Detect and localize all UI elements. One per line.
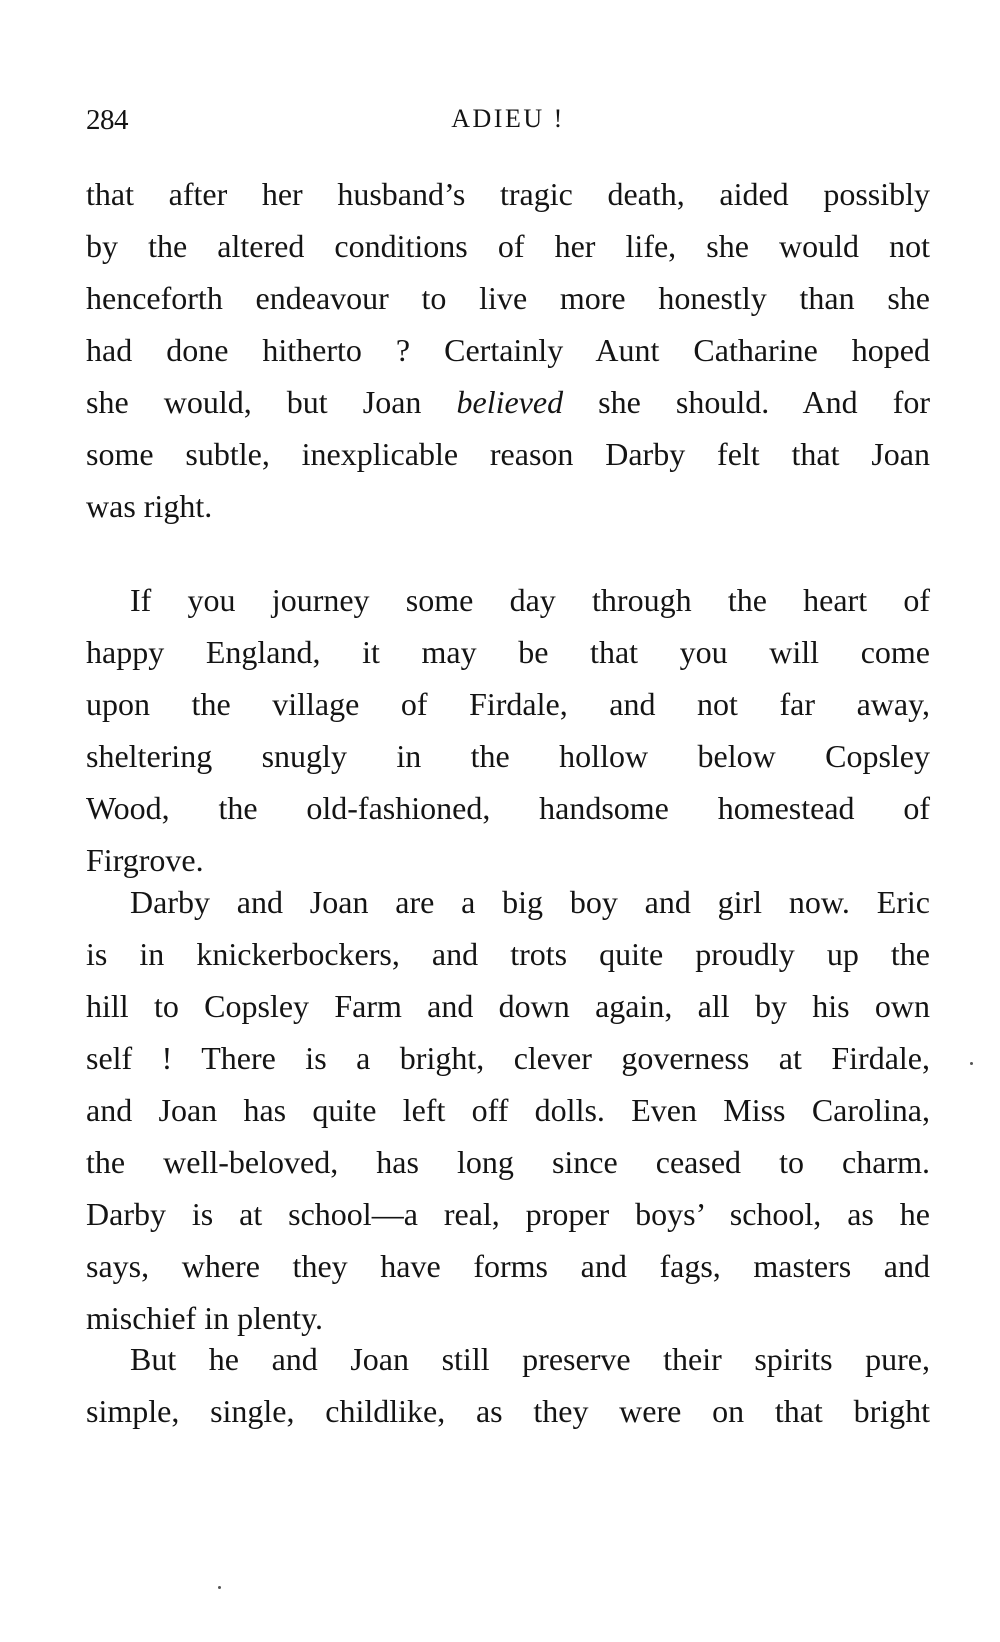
text-line: mischief in plenty.	[86, 1300, 323, 1336]
text-line: the well-beloved, has long since ceased to charm.	[86, 1144, 930, 1180]
text-line: Darby and Joan are a big boy and girl now. Eric	[130, 884, 930, 920]
emphasis-believed: believed	[456, 384, 564, 420]
text-line: upon the village of Firdale, and not far away,	[86, 686, 930, 722]
text-segment: she would, but Joan	[86, 384, 422, 420]
text-line: and Joan has quite left off dolls. Even Miss Carolina,	[86, 1092, 930, 1128]
text-line: Wood, the old-fashioned, handsome homestead of	[86, 790, 930, 826]
text-line: If you journey some day through the heart of	[130, 582, 930, 618]
text-line: had done hitherto ? Certainly Aunt Catharine hoped	[86, 332, 930, 368]
text-line: henceforth endeavour to live more honestly than she	[86, 280, 930, 316]
text-line-with-emphasis	[86, 376, 930, 428]
text-line: simple, single, childlike, as they were on that bright	[86, 1393, 930, 1429]
text-line: says, where they have forms and fags, masters and	[86, 1248, 930, 1284]
text-line: that after her husband’s tragic death, aided possibly	[86, 176, 930, 212]
text-line: happy England, it may be that you will come	[86, 634, 930, 670]
print-speck	[970, 1062, 973, 1065]
text-segment: she should. And for	[598, 384, 931, 420]
text-line: some subtle, inexplicable reason Darby felt that Joan	[86, 436, 930, 472]
text-line: sheltering snugly in the hollow below Copsley	[86, 738, 930, 774]
paragraph-2	[86, 574, 930, 886]
paragraph-4	[86, 1333, 930, 1437]
running-title: ADIEU !	[451, 104, 565, 133]
paragraph-3	[86, 876, 930, 1344]
paragraph-1	[86, 168, 930, 532]
text-line: Darby is at school—a real, proper boys’ school, as he	[86, 1196, 930, 1232]
text-line: hill to Copsley Farm and down again, all by his own	[86, 988, 930, 1024]
page-number: 284	[86, 104, 128, 136]
text-line: self ! There is a bright, clever governess at Firdale,	[86, 1040, 930, 1076]
text-line: But he and Joan still preserve their spirits pure,	[130, 1341, 930, 1377]
text-line: was right.	[86, 488, 213, 524]
running-head	[86, 104, 930, 144]
text-line: Firgrove.	[86, 842, 204, 878]
print-speck	[218, 1586, 221, 1589]
text-line: by the altered conditions of her life, she would not	[86, 228, 930, 264]
text-line: is in knickerbockers, and trots quite proudly up the	[86, 936, 930, 972]
